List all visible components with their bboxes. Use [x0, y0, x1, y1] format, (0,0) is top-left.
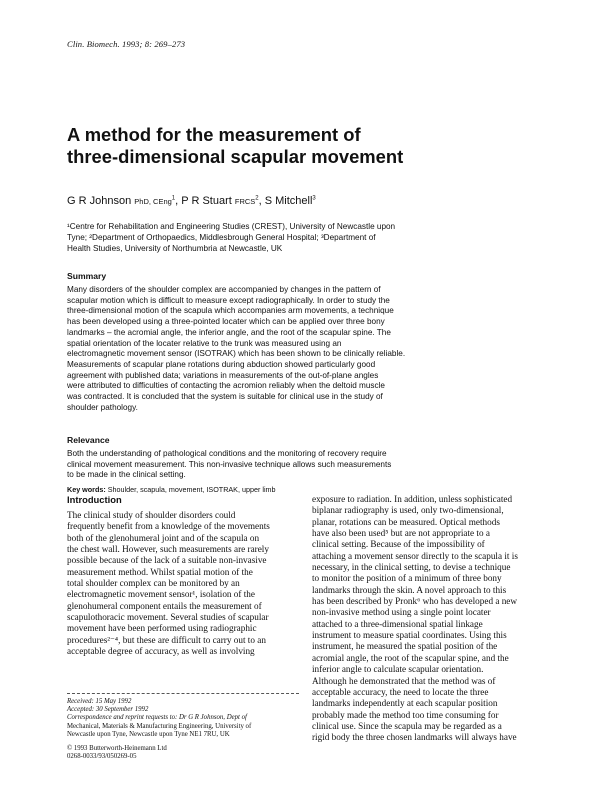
body-line: non-invasive method using a single point locater — [312, 607, 491, 618]
issn-line: 0268-0033/93/050269-05 — [67, 753, 137, 761]
body-line: the chest wall. However, such measurements are rarely — [67, 544, 269, 555]
summary-line: agreement with published data; variations in measurements of the out-of-plane angles — [67, 370, 379, 380]
introduction-left-column — [67, 510, 307, 657]
body-line: acromial angle, the root of the scapular spine, and the — [312, 652, 509, 663]
author-3-affil-mark: 3 — [312, 195, 316, 202]
author-list — [67, 195, 316, 207]
correspondence-line: Mechanical, Materials & Manufacturing Engineering, University of — [67, 722, 252, 730]
relevance-line: to be made in the clinical setting. — [67, 470, 186, 480]
body-line: instrument, he measured the spatial position of the — [312, 641, 498, 652]
article-footnote — [67, 698, 307, 761]
body-line: landmarks through the skin. A novel approach to this — [312, 584, 507, 595]
summary-line: landmarks – the acromial angle, the inferior angle, and the root of the scapular spine. The — [67, 327, 391, 337]
introduction-right-column — [312, 494, 552, 744]
body-line: acceptable degree of accuracy, as well as involving — [67, 646, 255, 657]
author-2-degree: FRCS — [234, 197, 256, 206]
body-line: electromagnetic movement sensor¹, isolation of the — [67, 589, 255, 600]
body-line: scapulothoracic movement. Several studies of scapular — [67, 612, 269, 623]
body-line: Although he demonstrated that the method was of — [312, 675, 496, 686]
body-line: planar, rotations can be measured. Optical methods — [312, 516, 500, 527]
article-title — [67, 124, 537, 168]
accepted-date: Accepted: 30 September 1992 — [67, 706, 149, 714]
keywords-label: Key words: — [67, 485, 106, 494]
author-1-name: G R Johnson — [67, 195, 132, 207]
body-line: necessary, in the clinical setting, to devise a technique — [312, 562, 511, 573]
copyright-line: © 1993 Butterworth-Heinemann Ltd — [67, 745, 167, 753]
relevance-line: clinical movement measurement. This non-invasive technique allows such measurements — [67, 459, 392, 469]
body-line: inferior angle to calculate scapular orientation. — [312, 664, 484, 675]
body-line: The clinical study of shoulder disorders could — [67, 510, 236, 520]
body-line: frequently benefit from a knowledge of the movements — [67, 521, 270, 532]
relevance-body — [67, 449, 547, 481]
body-line: to monitor the position of a minimum of three bony — [312, 573, 502, 584]
affiliation-line: Health Studies, University of Northumbria at Newcastle, UK — [67, 244, 283, 253]
introduction-heading: Introduction — [67, 494, 122, 505]
body-line: clinical setting. Because of the impossibility of — [312, 539, 485, 550]
title-line-2: three-dimensional scapular movement — [67, 146, 404, 167]
body-line: instrument to measure spatial coordinates. Using this — [312, 630, 507, 641]
body-line: both of the glenohumeral joint and of the scapula on — [67, 532, 260, 543]
body-line: procedures²⁻⁴, but these are difficult to carry out to an — [67, 634, 266, 645]
correspondence-line: Newcastle upon Tyne, Newcastle upon Tyne NE1 7RU, UK — [67, 730, 230, 738]
summary-body — [67, 285, 547, 413]
body-line: have also been used⁵ but are not appropriate to a — [312, 528, 490, 539]
body-line: measurement method. Whilst spatial motion of the — [67, 566, 253, 577]
relevance-heading: Relevance — [67, 435, 110, 445]
body-line: glenohumeral component entails the measurement of — [67, 600, 262, 611]
summary-line: has been developed using a three-pointed locater which can be applied over three bony — [67, 317, 385, 327]
body-line: clinical use. Since the scapula may be regarded as a — [312, 720, 502, 731]
summary-line: electromagnetic movement sensor (ISOTRAK) which has been shown to be clinically reliable. — [67, 349, 406, 359]
body-line: total shoulder complex can be monitored by an — [67, 578, 240, 589]
body-line: probably made the method too time consuming for — [312, 709, 499, 720]
affiliations — [67, 221, 547, 254]
body-line: attaching a movement sensor directly to the scapula it is — [312, 550, 518, 561]
author-3-name: , S Mitchell — [258, 195, 313, 207]
keywords-text: Shoulder, scapula, movement, ISOTRAK, upper limb — [105, 485, 276, 494]
body-line: movement have been performed using radiographic — [67, 623, 257, 634]
footnote-divider — [67, 693, 299, 694]
author-1-degree: PhD, CEng — [134, 197, 172, 206]
body-line: landmarks independently at each scapular position — [312, 698, 498, 709]
journal-citation: Clin. Biomech. 1993; 8: 269–273 — [67, 39, 186, 49]
body-line: rigid body the three chosen landmarks will always have — [312, 732, 517, 743]
summary-heading: Summary — [67, 271, 107, 281]
affiliation-line: Tyne; ²Department of Orthopaedics, Middlesbrough General Hospital; ³Department of — [67, 233, 376, 242]
summary-line: shoulder pathology. — [67, 402, 138, 412]
summary-line: were attributed to difficulties of contacting the acromion reliably when the deltoid muscle — [67, 381, 385, 391]
body-line: has been described by Pronk⁶ who has developed a new — [312, 596, 518, 607]
body-line: possible because of the lack of a suitable non-invasive — [67, 555, 267, 566]
author-2-name: , P R Stuart — [175, 195, 232, 207]
received-date: Received: 15 May 1992 — [67, 698, 132, 705]
author-2-affil-mark: 2 — [255, 195, 259, 202]
summary-line: Many disorders of the shoulder complex are accompanied by changes in the pattern of — [67, 285, 381, 294]
author-1-affil-mark: 1 — [171, 195, 176, 202]
body-line: acceptable accuracy, the need to locate the three — [312, 686, 489, 697]
body-line: exposure to radiation. In addition, unless sophisticated — [312, 494, 513, 504]
summary-line: spatial orientation of the locater relative to the trunk was measured using an — [67, 338, 342, 348]
relevance-line: Both the understanding of pathological conditions and the monitoring of recovery require — [67, 449, 387, 458]
title-line-1: A method for the measurement of — [67, 124, 361, 145]
body-line: attached to a three-dimensional spatial linkage — [312, 618, 483, 629]
affiliation-line: ¹Centre for Rehabilitation and Engineering Studies (CREST), University of Newcastle upon — [67, 222, 396, 231]
summary-line: Measurements of scapular plane rotations during abduction showed particularly good — [67, 359, 376, 369]
summary-line: scapular motion which is difficult to measure except radiographically. In order to study the — [67, 295, 390, 305]
summary-line: was contracted. It is concluded that the system is suitable for clinical use in the study of — [67, 392, 383, 402]
keywords — [67, 485, 276, 494]
body-line: biplanar radiography is used, only two-dimensional, — [312, 505, 504, 516]
summary-line: three-dimensional motion of the scapula which accompanies arm movements, a technique — [67, 306, 394, 316]
correspondence-line: Correspondence and reprint requests to: Dr G R Johnson, Dept of — [67, 714, 247, 722]
